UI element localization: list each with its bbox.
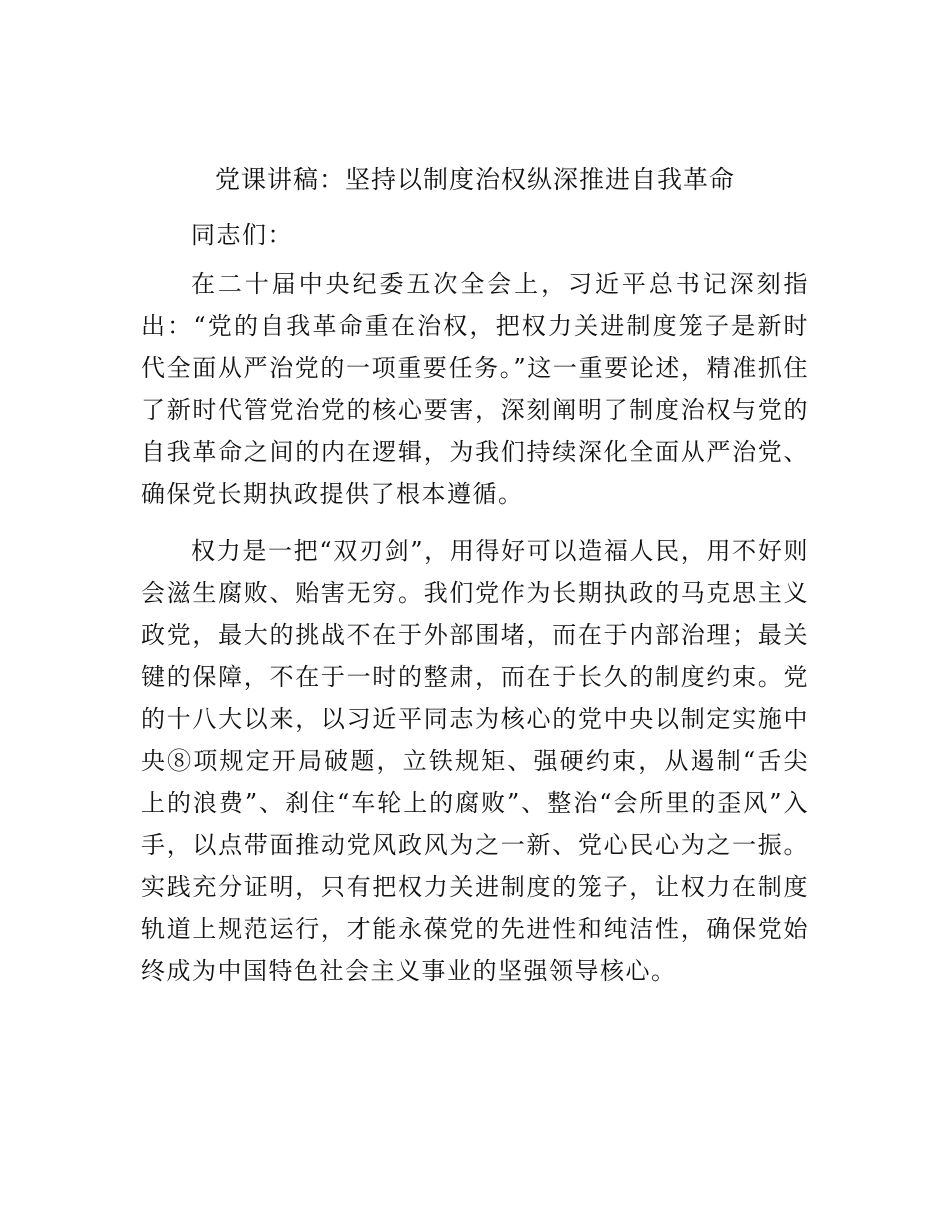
paragraph-2: 权力是一把“双刃剑”，用得好可以造福人民，用不好则会滋生腐败、贻害无穷。我们党作为长期执政的马克思主义政党，最大的挑战不在于外部围堵，而在于内部治理；最关键的保障，不在于一时的整肃，而在于长久的制度约束。党的十八大以来，以习近平同志为核心的党中央以制定实施中央⑧项规定开局破题，立铁规矩、强硬约束，从遏制“舌尖上的浪费”、刹住“车轮上的腐败”、整治“会所里的歪风”入手，以点带面推动党风政风为之一新、党心民心为之一振。实践充分证明，只有把权力关进制度的笼子，让权力在制度轨道上规范运行，才能永葆党的先进性和纯洁性，确保党始终成为中国特色社会主义事业的坚强领导核心。 [141,537,809,985]
document-title: 党课讲稿：坚持以制度治权纵深推进自我革命 [214,165,735,194]
greeting: 同志们： [191,221,293,249]
paragraph-1: 在二十届中央纪委五次全会上，习近平总书记深刻指出：“党的自我革命重在治权，把权力关进制度笼子是新时代全面从严治党的一项重要任务。”这一重要论述，精准抓住了新时代管党治党的核心要害，深刻阐明了制度治权与党的自我革命之间的内在逻辑，为我们持续深化全面从严治党、确保党长期执政提供了根本遵循。 [141,270,809,508]
